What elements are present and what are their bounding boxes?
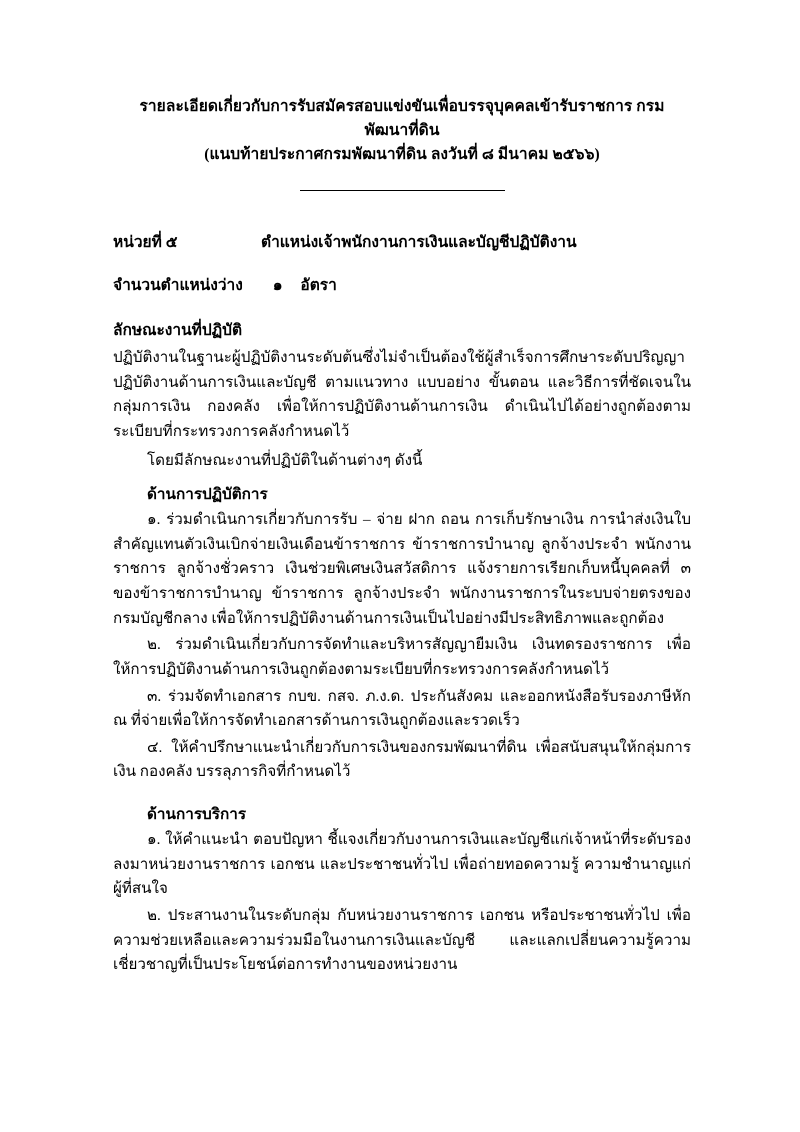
duties-intro-paragraph: ปฏิบัติงานในฐานะผู้ปฏิบัติงานระดับต้นซึ่งไม่จำเป็นต้องใช้ผู้สำเร็จการศึกษาระดับปริญญา ปฏิบัติงานด้านการเงินและบัญชี ตามแนวทาง แบบอย่าง ขั้นตอน และวิธีการที่ชัดเจนในกลุ่มการเงิน กองคลัง เพื่อให้การปฏิบัติงานด้านการเงิน ดำเนินไปได้อย่างถูกต้องตามระเบียบที่กระทรวงการคลังกำหนดไว้ xyxy=(113,349,691,440)
operations-item-4: ๔. ให้คำปรึกษาแนะนำเกี่ยวกับการเงินของกรมพัฒนาที่ดิน เพื่อสนับสนุนให้กลุ่มการเงิน กองคลัง บรรลุภารกิจที่กำหนดไว้ xyxy=(113,738,691,781)
operations-item-1: ๑. ร่วมดำเนินการเกี่ยวกับการรับ – จ่าย ฝาก ถอน การเก็บรักษาเงิน การนำส่งเงินใบสำคัญแทนตัวเงินเบิกจ่ายเงินเดือนข้าราชการ ข้าราชการบำนาญ ลูกจ้างประจำ พนักงานราชการ ลูกจ้างชั่วคราว เงินช่วยพิเศษเงินสวัสดิการ แจ้งรายการเรียกเก็บหนี้บุคคลที่ ๓ ของข้าราชการบำนาญ ข้าราชการ ลูกจ้างประจำ พนักงานราชการในระบบจ่ายตรงของกรมบัญชีกลาง เพื่อให้การปฏิบัติงานด้านการเงินเป็นไปอย่างมีประสิทธิภาพและถูกต้อง xyxy=(113,511,691,627)
document-title-line-2: (แนบท้ายประกาศกรมพัฒนาที่ดิน ลงวันที่ ๘ มีนาคม ๒๕๖๖) xyxy=(204,146,600,164)
section-operations-heading: ด้านการปฏิบัติการ xyxy=(147,486,268,504)
operations-item-3: ๓. ร่วมจัดทำเอกสาร กบข. กสจ. ภ.ง.ด. ประกันสังคม และออกหนังสือรับรองภาษีหัก ณ ที่จ่ายเพื่อให้การจัดทำเอกสารด้านการเงินถูกต้องและรวดเร็ว xyxy=(113,687,691,730)
unit-row xyxy=(113,229,691,254)
section-service-heading: ด้านการบริการ xyxy=(147,806,247,824)
title-divider xyxy=(113,181,691,199)
vacancy-row xyxy=(113,272,691,297)
vacancy-unit: อัตรา xyxy=(300,277,337,295)
service-item-1: ๑. ให้คำแนะนำ ตอบปัญหา ชี้แจงเกี่ยวกับงานการเงินและบัญชีแก่เจ้าหน้าที่ระดับรองลงมาหน่วยงานราชการ เอกชน และประชาชนทั่วไป เพื่อถ่ายทอดความรู้ ความชำนาญแก่ผู้ที่สนใจ xyxy=(113,831,691,898)
horizontal-rule xyxy=(300,190,505,191)
vacancy-number: ๑ xyxy=(272,277,283,295)
document-title-line-1: รายละเอียดเกี่ยวกับการรับสมัครสอบแข่งขันเพื่อบรรจุบุคคลเข้ารับราชการ กรมพัฒนาที่ดิน xyxy=(139,98,665,140)
document-content xyxy=(113,95,691,978)
service-item-2: ๒. ประสานงานในระดับกลุ่ม กับหน่วยงานราชการ เอกชน หรือประชาชนทั่วไป เพื่อความช่วยเหลือและความร่วมมือในงานการเงินและบัญชี และแลกเปลี่ยนความรู้ความเชี่ยวชาญที่เป็นประโยชน์ต่อการทำงานของหน่วยงาน xyxy=(113,906,691,974)
unit-label: หน่วยที่ ๕ xyxy=(113,234,178,252)
unit-position-name: ตำแหน่งเจ้าพนักงานการเงินและบัญชีปฏิบัติงาน xyxy=(261,234,577,252)
vacancy-label: จำนวนตำแหน่งว่าง xyxy=(113,277,243,295)
duties-heading: ลักษณะงานที่ปฏิบัติ xyxy=(113,322,243,340)
duties-lead-paragraph: โดยมีลักษณะงานที่ปฏิบัติในด้านต่างๆ ดังนี้ xyxy=(147,451,423,469)
document-title xyxy=(113,95,691,167)
operations-item-2: ๒. ร่วมดำเนินเกี่ยวกับการจัดทำและบริหารสัญญายืมเงิน เงินทดรองราชการ เพื่อให้การปฏิบัติงานด้านการเงินถูกต้องตามระเบียบที่กระทรวงการคลังกำหนดไว้ xyxy=(113,636,691,678)
